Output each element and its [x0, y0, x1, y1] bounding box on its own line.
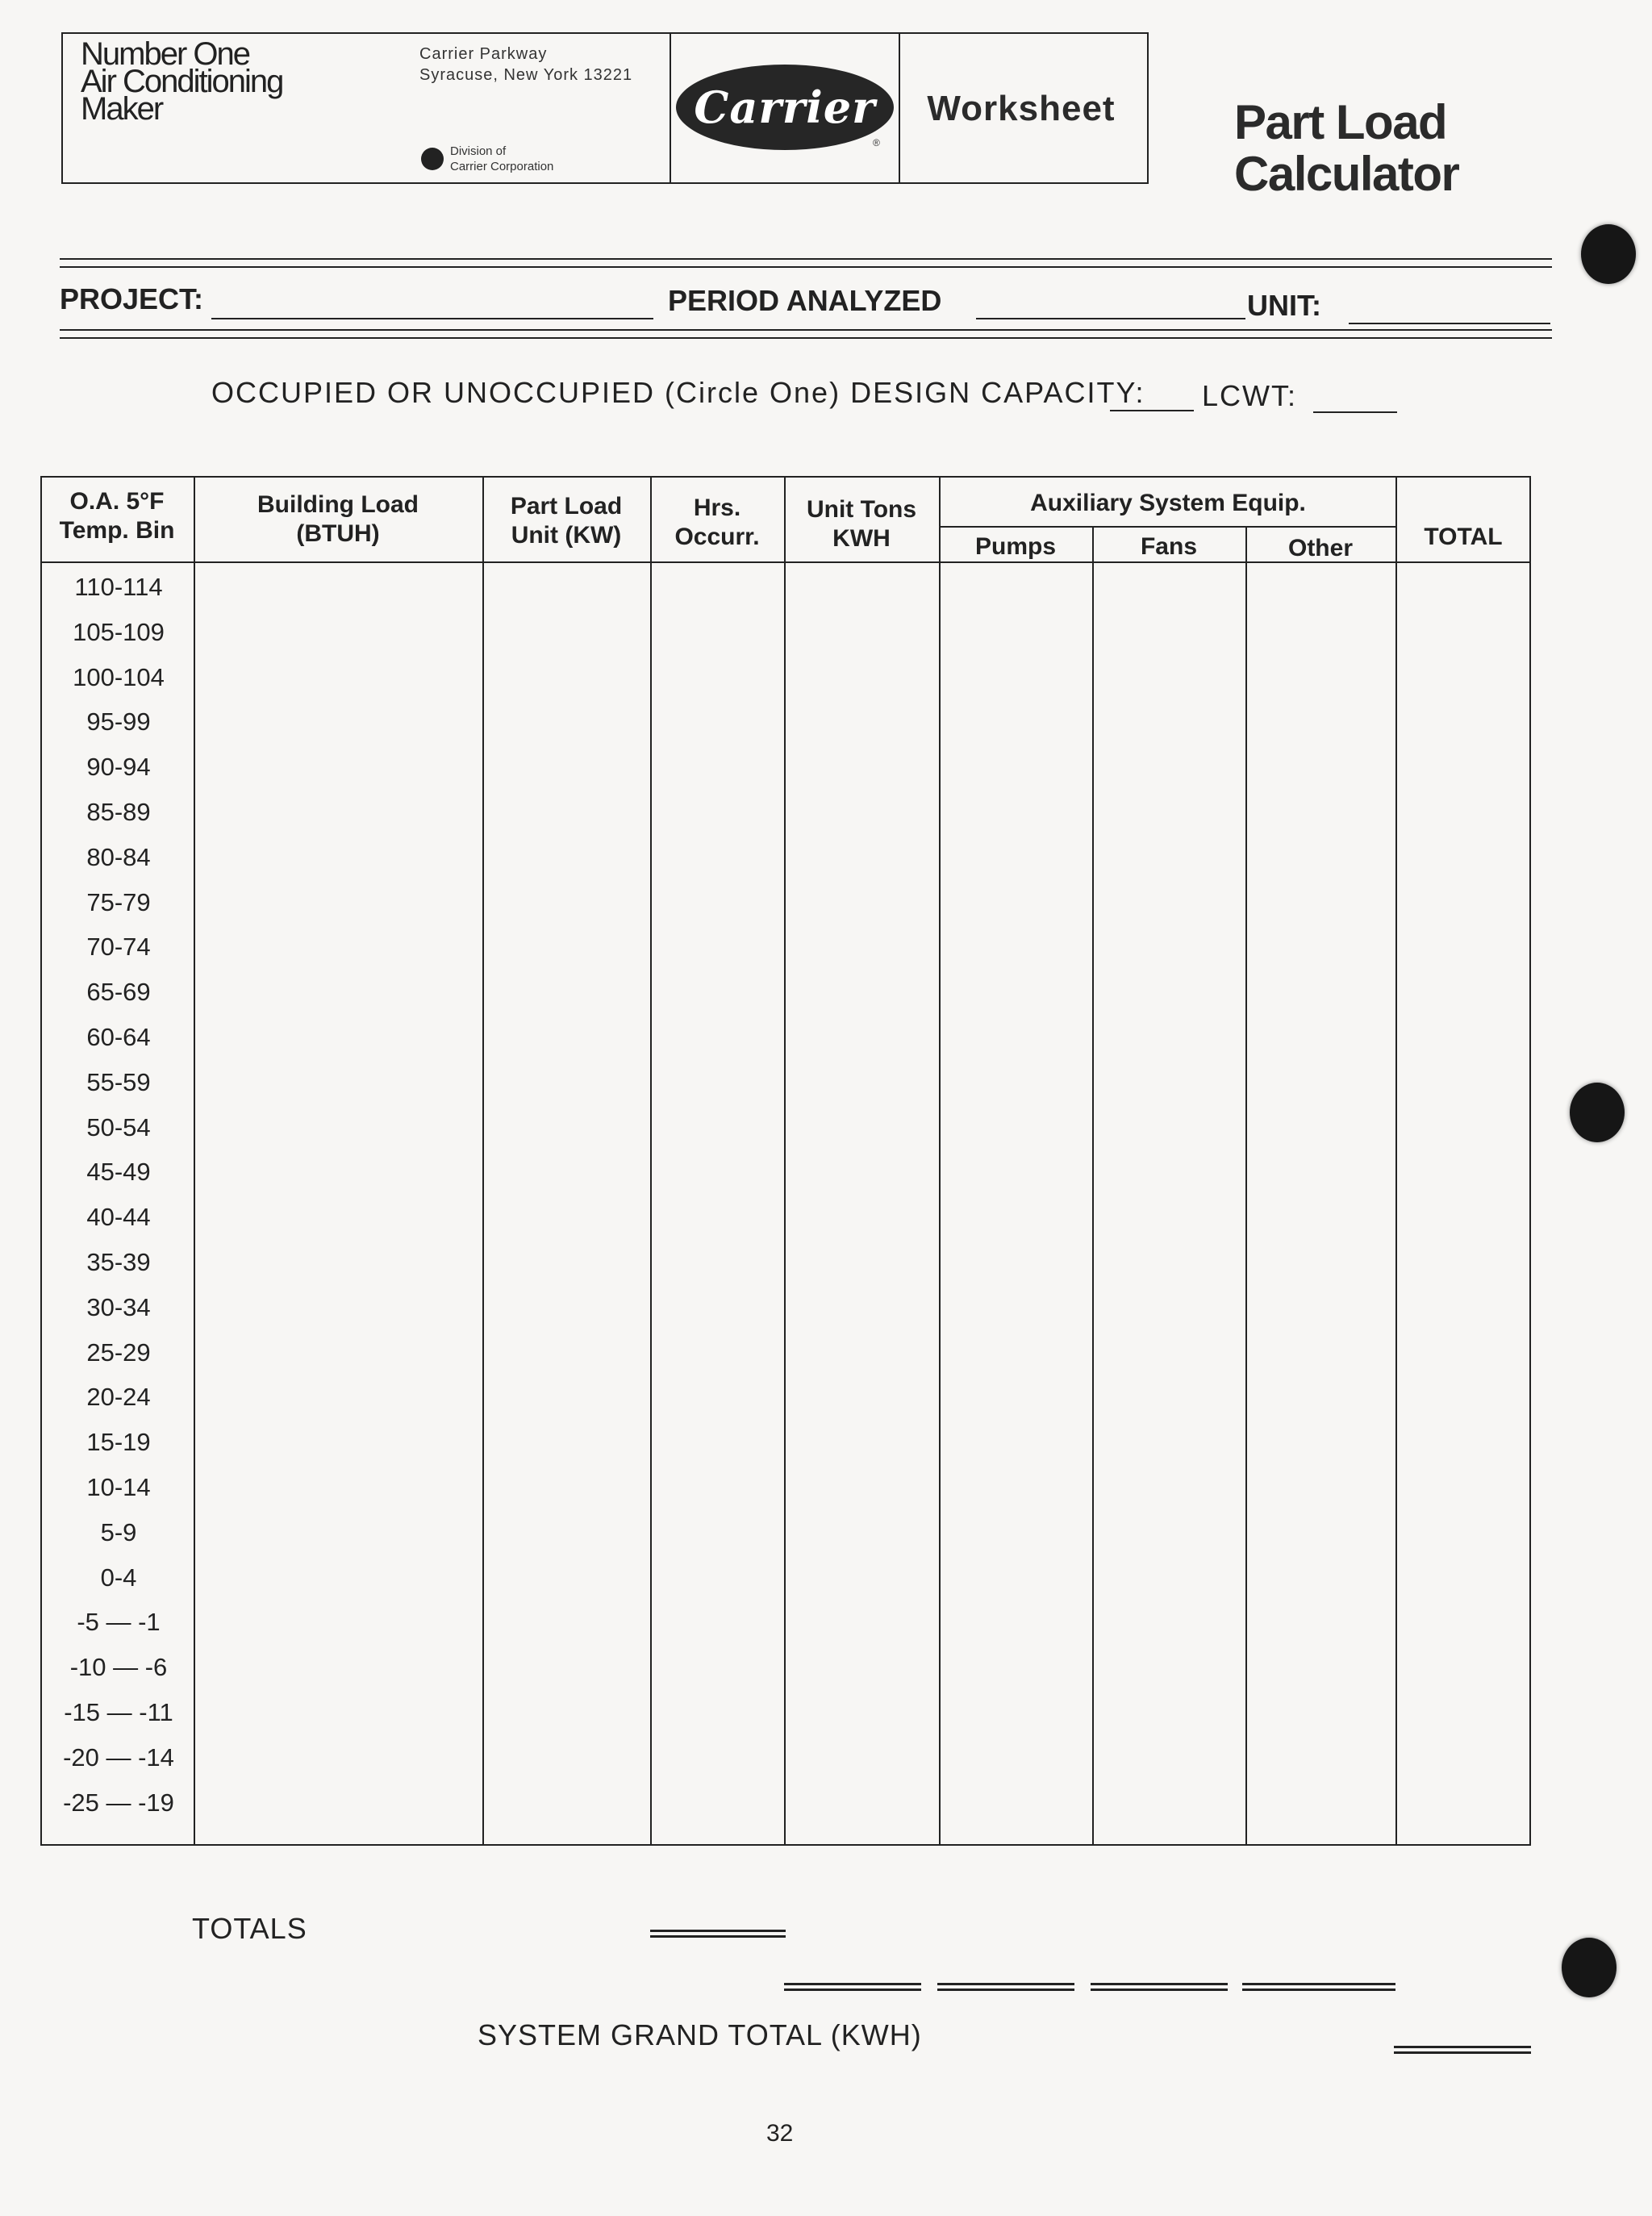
column-divider: [1395, 476, 1397, 1846]
temp-bin: 5-9: [100, 1517, 137, 1546]
period-label: PERIOD ANALYZED: [668, 284, 942, 317]
address-line: Syracuse, New York 13221: [419, 66, 633, 84]
pumps-total-line[interactable]: [937, 1983, 1074, 1991]
header-pumps: Pumps: [974, 533, 1057, 560]
temp-bin: 0-4: [100, 1563, 137, 1592]
project-field[interactable]: [211, 318, 653, 319]
column-divider: [482, 476, 484, 1846]
occupancy-label: OCCUPIED OR UNOCCUPIED (Circle One) DESIGN CAPACITY:: [211, 376, 1145, 409]
header-hrs-occurr: [650, 494, 784, 552]
header-text: Occurr.: [674, 524, 760, 550]
temp-bin: 85-89: [86, 797, 151, 826]
temp-bin: 35-39: [86, 1247, 151, 1276]
temp-bin: 70-74: [86, 933, 151, 962]
column-divider: [939, 476, 941, 1846]
temp-bin: 60-64: [86, 1022, 151, 1051]
grand-total-label: SYSTEM GRAND TOTAL (KWH): [478, 2018, 922, 2051]
temp-bin: 10-14: [86, 1472, 151, 1501]
header-text: KWH: [832, 525, 891, 552]
header-unit-tons: [784, 495, 939, 553]
temp-bin: 90-94: [86, 753, 151, 782]
worksheet-label: Worksheet: [927, 89, 1116, 128]
division-note: [421, 144, 553, 174]
rule-line: [60, 266, 1552, 268]
grand-total-line[interactable]: [1394, 2046, 1531, 2054]
header-text: Building Load: [257, 491, 419, 518]
header-text: Hrs.: [693, 495, 741, 521]
project-row: [60, 282, 203, 316]
temp-bin: -10 — -6: [69, 1653, 168, 1682]
header-text: (BTUH): [296, 520, 380, 547]
temp-bin: 80-84: [86, 842, 151, 871]
division-line: Carrier Corporation: [450, 160, 554, 173]
logo-text: Carrier: [694, 81, 876, 133]
temp-bin: 110-114: [74, 573, 163, 601]
hrs-total-line[interactable]: [650, 1930, 786, 1938]
temp-bin: 95-99: [86, 707, 151, 737]
header-fans: Fans: [1140, 533, 1198, 560]
division-line: Division of: [450, 144, 507, 158]
tagline-line: Maker: [81, 91, 163, 127]
header-total: TOTAL: [1424, 524, 1503, 550]
temp-bin: 15-19: [86, 1428, 151, 1457]
temp-bin: 40-44: [86, 1203, 151, 1232]
header-building-load: [194, 490, 482, 549]
header-text: Unit (KW): [511, 522, 622, 549]
fans-total-line[interactable]: [1091, 1983, 1228, 1991]
temp-bin: 50-54: [86, 1112, 151, 1141]
carrier-logo: [676, 65, 894, 150]
rule-line: [60, 329, 1552, 331]
division-bullet-icon: [421, 148, 444, 170]
header-temp-bin: [40, 487, 194, 545]
company-address: [419, 44, 632, 86]
header-text: Unit Tons: [806, 496, 917, 523]
page-number: 32: [766, 2120, 794, 2147]
header-part-load: [482, 492, 650, 550]
temp-bin: -25 — -19: [63, 1788, 174, 1817]
temp-bin: 20-24: [86, 1383, 151, 1412]
unit-kwh-total-line[interactable]: [784, 1983, 921, 1991]
part-load-table: [40, 476, 1531, 1846]
temp-bin: 30-34: [86, 1292, 151, 1321]
totals-label: TOTALS: [192, 1912, 307, 1945]
title-line: Part Load: [1234, 95, 1447, 149]
unit-label: UNIT:: [1247, 289, 1321, 322]
column-divider: [650, 476, 652, 1846]
temp-bin: 45-49: [86, 1158, 151, 1187]
temp-bin: 65-69: [86, 978, 151, 1007]
header-divider: [670, 34, 671, 182]
unit-field[interactable]: [1349, 323, 1550, 324]
temp-bin: -20 — -14: [63, 1742, 174, 1772]
punch-hole: [1562, 1938, 1617, 1997]
punch-hole: [1581, 224, 1636, 284]
temp-bin: 100-104: [73, 662, 165, 691]
registered-mark: ®: [873, 137, 880, 148]
tagline-line: Air Conditioning: [81, 64, 283, 99]
temp-bin: -5 — -1: [77, 1608, 161, 1637]
company-tagline: [81, 36, 283, 127]
column-divider: [1092, 526, 1094, 1846]
header-other: Other: [1287, 535, 1353, 561]
rule-line: [60, 337, 1552, 339]
temp-bin: 75-79: [86, 887, 151, 916]
page-title: [1234, 97, 1458, 200]
header-text: Temp. Bin: [59, 517, 175, 544]
address-line: Carrier Parkway: [419, 45, 548, 63]
temp-bin-column: [42, 565, 195, 1825]
project-label: PROJECT:: [60, 282, 204, 315]
temp-bin: 55-59: [86, 1067, 151, 1096]
title-line: Calculator: [1234, 147, 1459, 201]
other-total-line[interactable]: [1242, 1983, 1395, 1991]
temp-bin: -15 — -11: [64, 1697, 173, 1726]
occupancy-row: [211, 376, 1145, 410]
temp-bin: 25-29: [86, 1338, 151, 1367]
tagline-line: Number One: [81, 36, 249, 72]
header-auxiliary: Auxiliary System Equip.: [1030, 490, 1306, 516]
design-capacity-field[interactable]: [1110, 410, 1194, 411]
rule-line: [60, 258, 1552, 260]
column-divider: [1245, 526, 1247, 1846]
period-field[interactable]: [976, 318, 1245, 319]
lcwt-field[interactable]: [1313, 411, 1397, 413]
punch-hole: [1570, 1083, 1625, 1142]
subheader-divider: [939, 526, 1397, 528]
temp-bin: 105-109: [73, 617, 165, 646]
header-text: Part Load: [510, 493, 623, 520]
header-text: O.A. 5°F: [69, 488, 165, 515]
column-divider: [784, 476, 786, 1846]
lcwt-label: LCWT:: [1202, 379, 1297, 412]
